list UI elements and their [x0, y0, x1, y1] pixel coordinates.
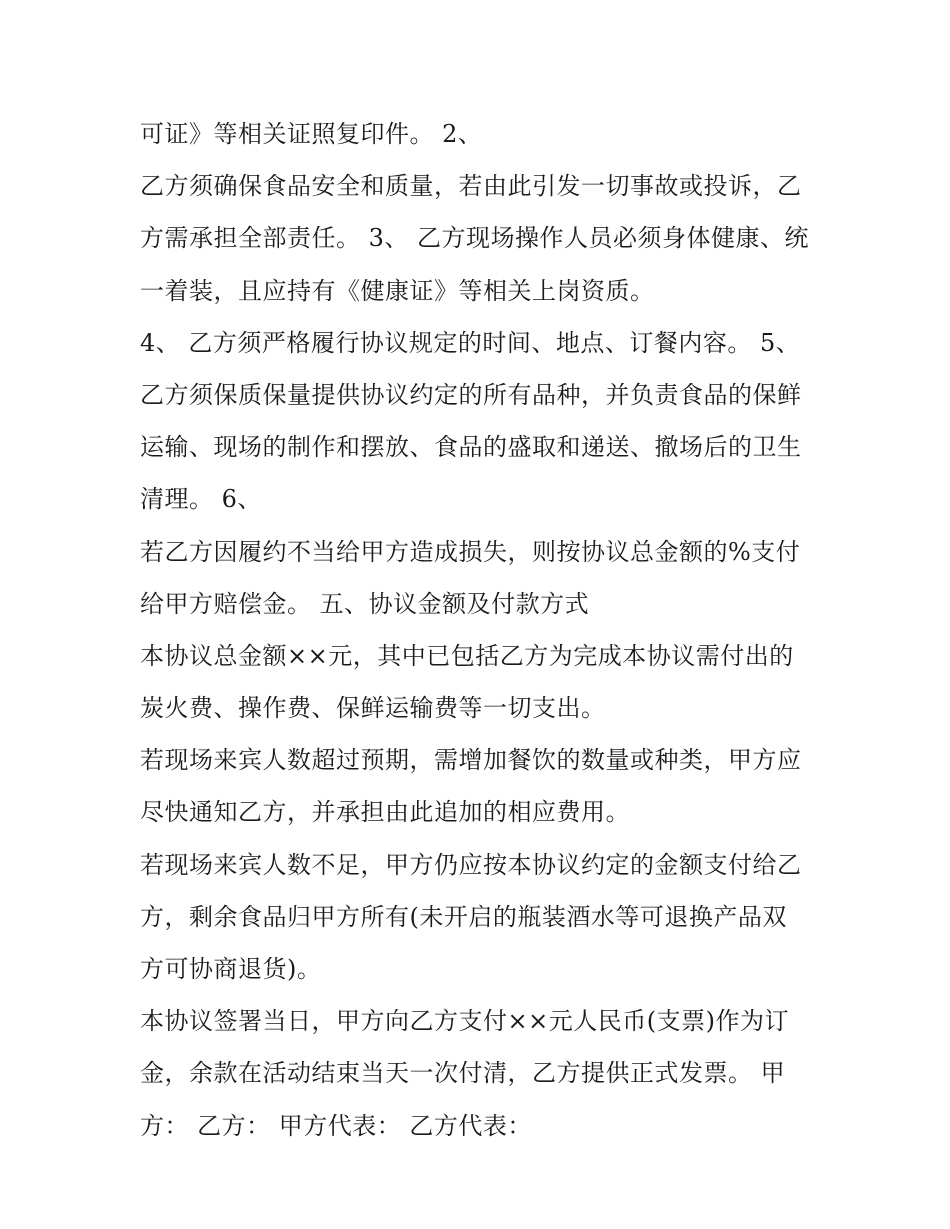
text-line: 清理。 6、 [140, 485, 262, 514]
text-line: 若现场来宾人数超过预期，需增加餐饮的数量或种类，甲方应 [140, 746, 802, 775]
contract-text [140, 108, 820, 1152]
text-line: 若现场来宾人数不足，甲方仍应按本协议约定的金额支付给乙 [140, 850, 802, 879]
text-line: 方，剩余食品归甲方所有(未开启的瓶装酒水等可退换产品双 [140, 902, 787, 931]
text-line: 运输、现场的制作和摆放、食品的盛取和递送、撤场后的卫生 [140, 433, 802, 462]
text-line: 乙方须确保食品安全和质量，若由此引发一切事故或投诉，乙 [140, 172, 802, 201]
text-line: 给甲方赔偿金。 五、协议金额及付款方式 [140, 589, 590, 618]
text-line: 可证》等相关证照复印件。 2、 [140, 120, 483, 148]
text-line: 尽快通知乙方，并承担由此追加的相应费用。 [140, 798, 630, 827]
text-line: 4、 乙方须严格履行协议规定的时间、地点、订餐内容。 5、 [140, 328, 801, 357]
text-line: 乙方须保质保量提供协议约定的所有品种，并负责食品的保鲜 [140, 380, 802, 409]
text-line: 方： 乙方： 甲方代表： 乙方代表： [140, 1111, 532, 1140]
text-line: 金，余款在活动结束当天一次付清，乙方提供正式发票。 甲 [140, 1059, 786, 1088]
text-line: 方可协商退货)。 [140, 955, 322, 983]
text-line: 一着装，且应持有《健康证》等相关上岗资质。 [140, 276, 655, 305]
text-line: 方需承担全部责任。 3、 乙方现场操作人员必须身体健康、统 [140, 224, 810, 253]
text-line: 若乙方因履约不当给甲方造成损失，则按协议总金额的%支付 [140, 537, 801, 566]
text-line: 本协议签署当日，甲方向乙方支付××元人民币(支票)作为订 [140, 1007, 789, 1036]
text-line: 本协议总金额××元，其中已包括乙方为完成本协议需付出的 [140, 641, 794, 670]
text-line: 炭火费、操作费、保鲜运输费等一切支出。 [140, 694, 606, 723]
